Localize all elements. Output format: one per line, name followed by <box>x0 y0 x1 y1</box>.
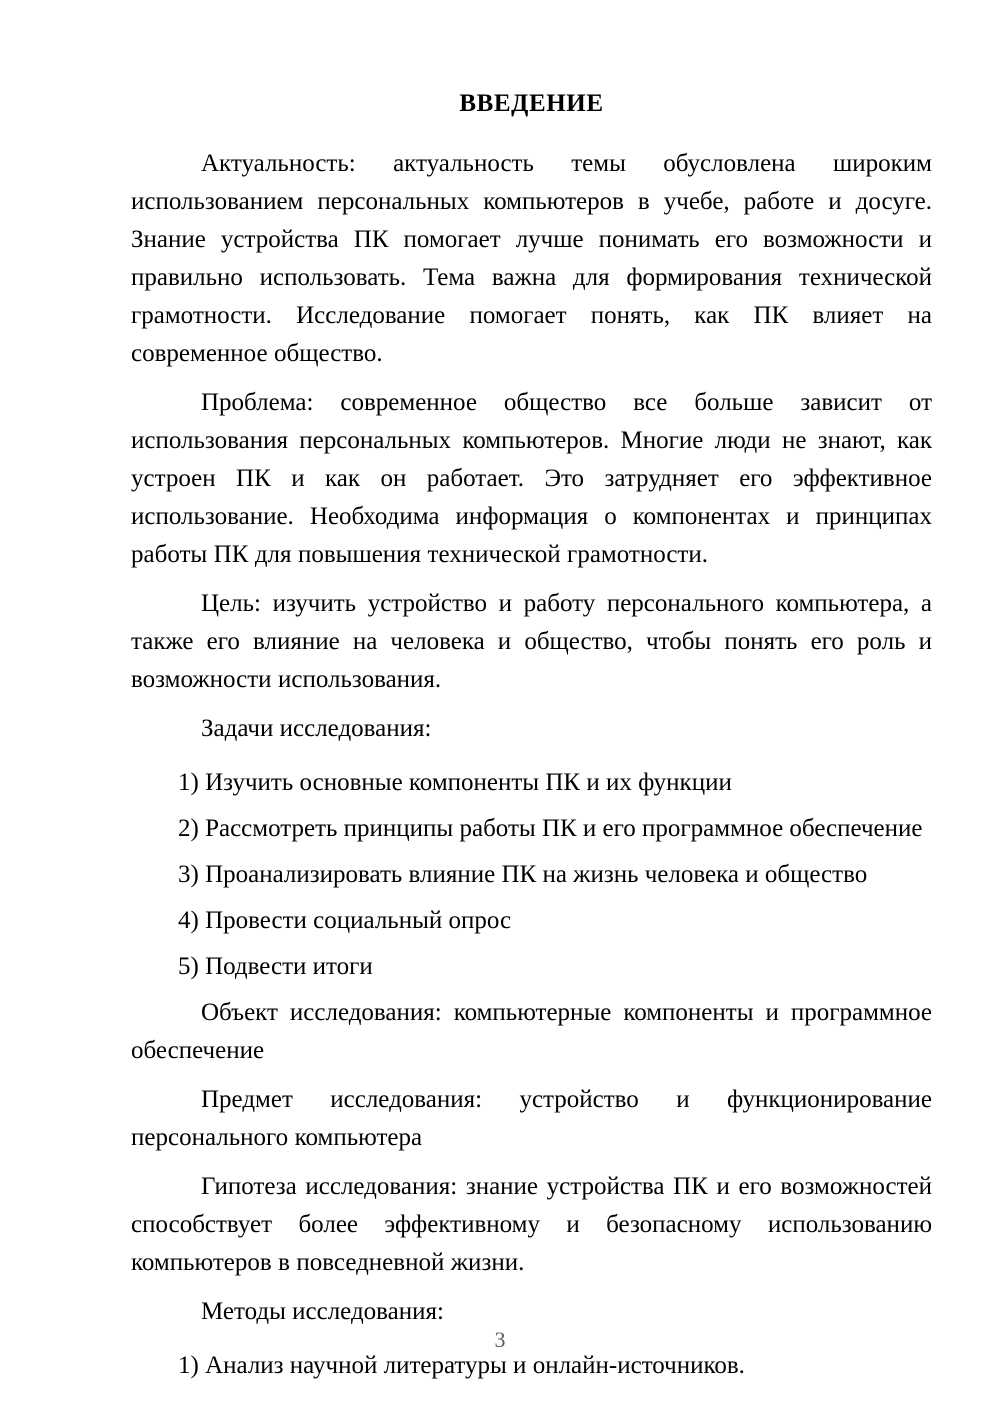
list-item: 4) Провести социальный опрос <box>178 907 512 935</box>
methods-heading: Методы исследования: <box>201 1298 444 1326</box>
tasks-list <box>131 760 932 990</box>
page-number: 3 <box>494 1327 506 1352</box>
paragraph-goal: Цель: изучить устройство и работу персонального компьютера, а также его влияние на человека и общество, чтобы понять его роль и возможности использования. <box>131 590 932 694</box>
list-item: 5) Подвести итоги <box>178 953 373 981</box>
page-content <box>131 88 932 1393</box>
paragraph-hypothesis: Гипотеза исследования: знание устройства ПК и его возможностей способствует более эффективному и безопасному использованию компьютеров в повседневной жизни. <box>131 1173 932 1277</box>
page-title: ВВЕДЕНИЕ <box>459 90 604 117</box>
paragraph-subject: Предмет исследования: устройство и функционирование персонального компьютера <box>131 1086 932 1152</box>
list-item: 1) Анализ научной литературы и онлайн-источников. <box>178 1352 745 1380</box>
paragraph-problem: Проблема: современное общество все больше зависит от использования персональных компьютеров. Многие люди не знают, как устроен ПК и как он работает. Это затрудняет его эффективное использование. Необходима информация о компонентах и принципах работы ПК для повышения технической грамотности. <box>131 389 932 569</box>
paragraph-object: Объект исследования: компьютерные компоненты и программное обеспечение <box>131 999 932 1065</box>
list-item: 3) Проанализировать влияние ПК на жизнь человека и общество <box>178 861 868 889</box>
paragraph-relevance: Актуальность: актуальность темы обусловлена широким использованием персональных компьютеров в учебе, работе и досуге. Знание устройства ПК помогает лучше понимать его возможности и правильно использовать. Тема важна для формирования технической грамотности. Исследование помогает понять, как ПК влияет на современное общество. <box>131 150 932 368</box>
list-item: 1) Изучить основные компоненты ПК и их функции <box>178 769 732 797</box>
list-item: 2) Рассмотреть принципы работы ПК и его программное обеспечение <box>178 815 923 843</box>
tasks-heading: Задачи исследования: <box>201 715 432 743</box>
